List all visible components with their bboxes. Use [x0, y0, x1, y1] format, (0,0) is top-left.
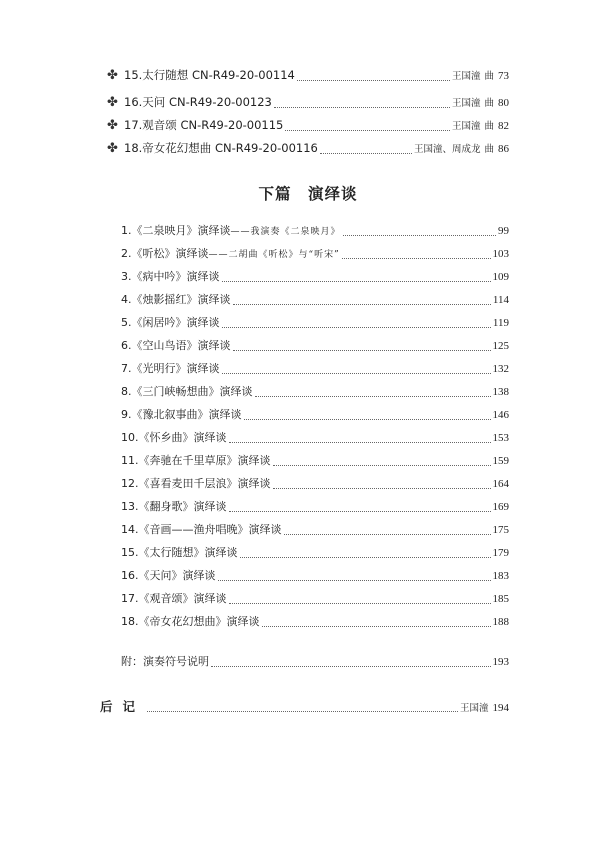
entry-number: 17.	[121, 592, 139, 605]
toc-entry[interactable]	[121, 314, 509, 330]
entry-page: 114	[492, 294, 509, 306]
toc-entry[interactable]	[121, 567, 509, 583]
entry-title: 《空山鸟语》演绎谈	[131, 339, 231, 352]
entry-number: 1.	[121, 224, 132, 237]
toc-entry[interactable]	[121, 383, 509, 399]
toc-entry[interactable]	[121, 406, 509, 422]
entry-number: 2.	[121, 247, 132, 260]
entry-number: 10.	[121, 431, 139, 444]
entry-page: 119	[492, 317, 509, 329]
dot-leader	[262, 616, 491, 627]
entry-title: 帝女花幻想曲 CN-R49-20-00116	[142, 141, 318, 155]
entry-title: 《二泉映月》演绎谈	[131, 224, 231, 237]
entry-composer: 王国潼	[451, 98, 481, 109]
dot-leader	[240, 547, 491, 558]
entry-number: 16.	[121, 569, 139, 582]
entry-title: 《天问》演绎谈	[138, 569, 216, 582]
clover-bullet-icon: ✤	[107, 118, 118, 133]
entry-title: 《光明行》演绎谈	[131, 362, 220, 375]
entry-suffix: 曲	[484, 121, 494, 132]
afterword-label: 后记	[100, 699, 146, 714]
toc-entry[interactable]	[107, 140, 509, 156]
dot-leader	[273, 478, 491, 489]
dot-leader	[229, 501, 491, 512]
entry-number: 9.	[121, 408, 132, 421]
entry-page: 86	[498, 143, 509, 155]
dot-leader	[147, 701, 458, 712]
section-heading: 下篇 演绎谈	[258, 185, 358, 203]
dot-leader	[320, 143, 412, 154]
toc-entry[interactable]	[121, 475, 509, 491]
entry-number: 15.	[124, 68, 143, 82]
toc-entry[interactable]	[121, 613, 509, 629]
entry-page: 159	[492, 455, 509, 467]
entry-number: 12.	[121, 477, 139, 490]
entry-number: 5.	[121, 316, 132, 329]
entry-title: 《太行随想》演绎谈	[138, 546, 238, 559]
entry-title: 《奔驰在千里草原》演绎谈	[138, 454, 271, 467]
entry-number: 3.	[121, 270, 132, 283]
entry-suffix: 曲	[484, 144, 494, 155]
dot-leader	[233, 340, 491, 351]
toc-entry[interactable]	[121, 360, 509, 376]
entry-number: 17.	[124, 118, 143, 132]
toc-entry[interactable]	[107, 94, 509, 110]
entry-page: 80	[498, 97, 509, 109]
entry-number: 16.	[124, 95, 143, 109]
entry-number: 13.	[121, 500, 139, 513]
entry-page: 138	[492, 386, 509, 398]
toc-entry[interactable]	[121, 590, 509, 606]
toc-entry[interactable]	[121, 222, 509, 238]
entry-page: 109	[492, 271, 509, 283]
entry-page: 188	[492, 616, 509, 628]
dot-leader	[244, 409, 491, 420]
entry-page: 179	[492, 547, 509, 559]
entry-title: 《烛影摇红》演绎谈	[131, 293, 231, 306]
entry-number: 6.	[121, 339, 132, 352]
clover-bullet-icon: ✤	[107, 95, 118, 110]
entry-title: 天问 CN-R49-20-00123	[142, 95, 272, 109]
entry-title: 《帝女花幻想曲》演绎谈	[138, 615, 260, 628]
appendix-page: 193	[492, 656, 509, 668]
toc-entry[interactable]	[121, 452, 509, 468]
dot-leader	[222, 363, 491, 374]
entry-suffix: 曲	[484, 98, 494, 109]
entry-subtitle: ——二胡曲《听松》与“听宋”	[208, 250, 340, 260]
toc-entry[interactable]	[107, 117, 509, 133]
dot-leader	[229, 432, 491, 443]
entry-title: 《听松》演绎谈	[131, 247, 209, 260]
entry-number: 7.	[121, 362, 132, 375]
toc-entry[interactable]	[121, 544, 509, 560]
clover-bullet-icon: ✤	[107, 68, 118, 83]
entry-title: 《病中吟》演绎谈	[131, 270, 220, 283]
entry-subtitle: ——我演奏《二泉映月》	[230, 227, 341, 237]
dot-leader	[342, 248, 491, 259]
dot-leader	[285, 120, 450, 131]
toc-entry[interactable]	[121, 291, 509, 307]
dot-leader	[274, 97, 450, 108]
entry-page: 164	[492, 478, 509, 490]
toc-entry[interactable]	[121, 498, 509, 514]
entry-page: 185	[492, 593, 509, 605]
entry-suffix: 曲	[484, 71, 494, 82]
toc-entry[interactable]	[121, 521, 509, 537]
appendix-label: 附：演奏符号说明	[121, 655, 209, 668]
entry-page: 125	[492, 340, 509, 352]
entry-title: 《观音颂》演绎谈	[138, 592, 227, 605]
entry-title: 《喜看麦田千层浪》演绎谈	[138, 477, 271, 490]
clover-bullet-icon: ✤	[107, 141, 118, 156]
toc-entry[interactable]	[121, 268, 509, 284]
entry-page: 153	[492, 432, 509, 444]
entry-title: 《三门峡畅想曲》演绎谈	[131, 385, 253, 398]
dot-leader	[273, 455, 491, 466]
dot-leader	[218, 570, 491, 581]
dot-leader	[222, 317, 491, 328]
entry-title: 《闲居吟》演绎谈	[131, 316, 220, 329]
entry-page: 73	[498, 70, 509, 82]
entry-page: 82	[498, 120, 509, 132]
entry-number: 14.	[121, 523, 139, 536]
entry-page: 169	[492, 501, 509, 513]
dot-leader	[297, 70, 450, 81]
appendix-entry[interactable]	[121, 653, 509, 669]
dot-leader	[222, 271, 491, 282]
entry-title: 观音颂 CN-R49-20-00115	[142, 118, 284, 132]
toc-entry[interactable]	[107, 67, 509, 83]
entry-number: 8.	[121, 385, 132, 398]
entry-page: 132	[492, 363, 509, 375]
entry-number: 4.	[121, 293, 132, 306]
entry-composer: 王国潼、周成龙	[413, 144, 481, 155]
entry-page: 99	[498, 225, 509, 237]
entry-number: 15.	[121, 546, 139, 559]
entry-page: 175	[492, 524, 509, 536]
entry-title: 《豫北叙事曲》演绎谈	[131, 408, 242, 421]
entry-title: 《怀乡曲》演绎谈	[138, 431, 227, 444]
dot-leader	[255, 386, 491, 397]
entry-page: 103	[492, 248, 509, 260]
afterword-page: 194	[492, 702, 509, 714]
entry-title: 《翻身歌》演绎谈	[138, 500, 227, 513]
toc-entry[interactable]	[121, 429, 509, 445]
entry-title: 《音画——渔舟唱晚》演绎谈	[138, 523, 282, 536]
afterword-author: 王国潼	[459, 703, 489, 714]
dot-leader	[343, 225, 496, 236]
dot-leader	[229, 593, 491, 604]
entry-composer: 王国潼	[451, 71, 481, 82]
entry-page: 146	[492, 409, 509, 421]
toc-entry[interactable]	[121, 245, 509, 261]
entry-number: 18.	[124, 141, 143, 155]
entry-title: 太行随想 CN-R49-20-00114	[142, 68, 295, 82]
entry-number: 11.	[121, 454, 139, 467]
dot-leader	[284, 524, 491, 535]
toc-entry[interactable]	[121, 337, 509, 353]
entry-composer: 王国潼	[451, 121, 481, 132]
dot-leader	[211, 656, 491, 667]
entry-page: 183	[492, 570, 509, 582]
afterword-entry[interactable]	[100, 697, 509, 715]
dot-leader	[233, 294, 491, 305]
entry-number: 18.	[121, 615, 139, 628]
